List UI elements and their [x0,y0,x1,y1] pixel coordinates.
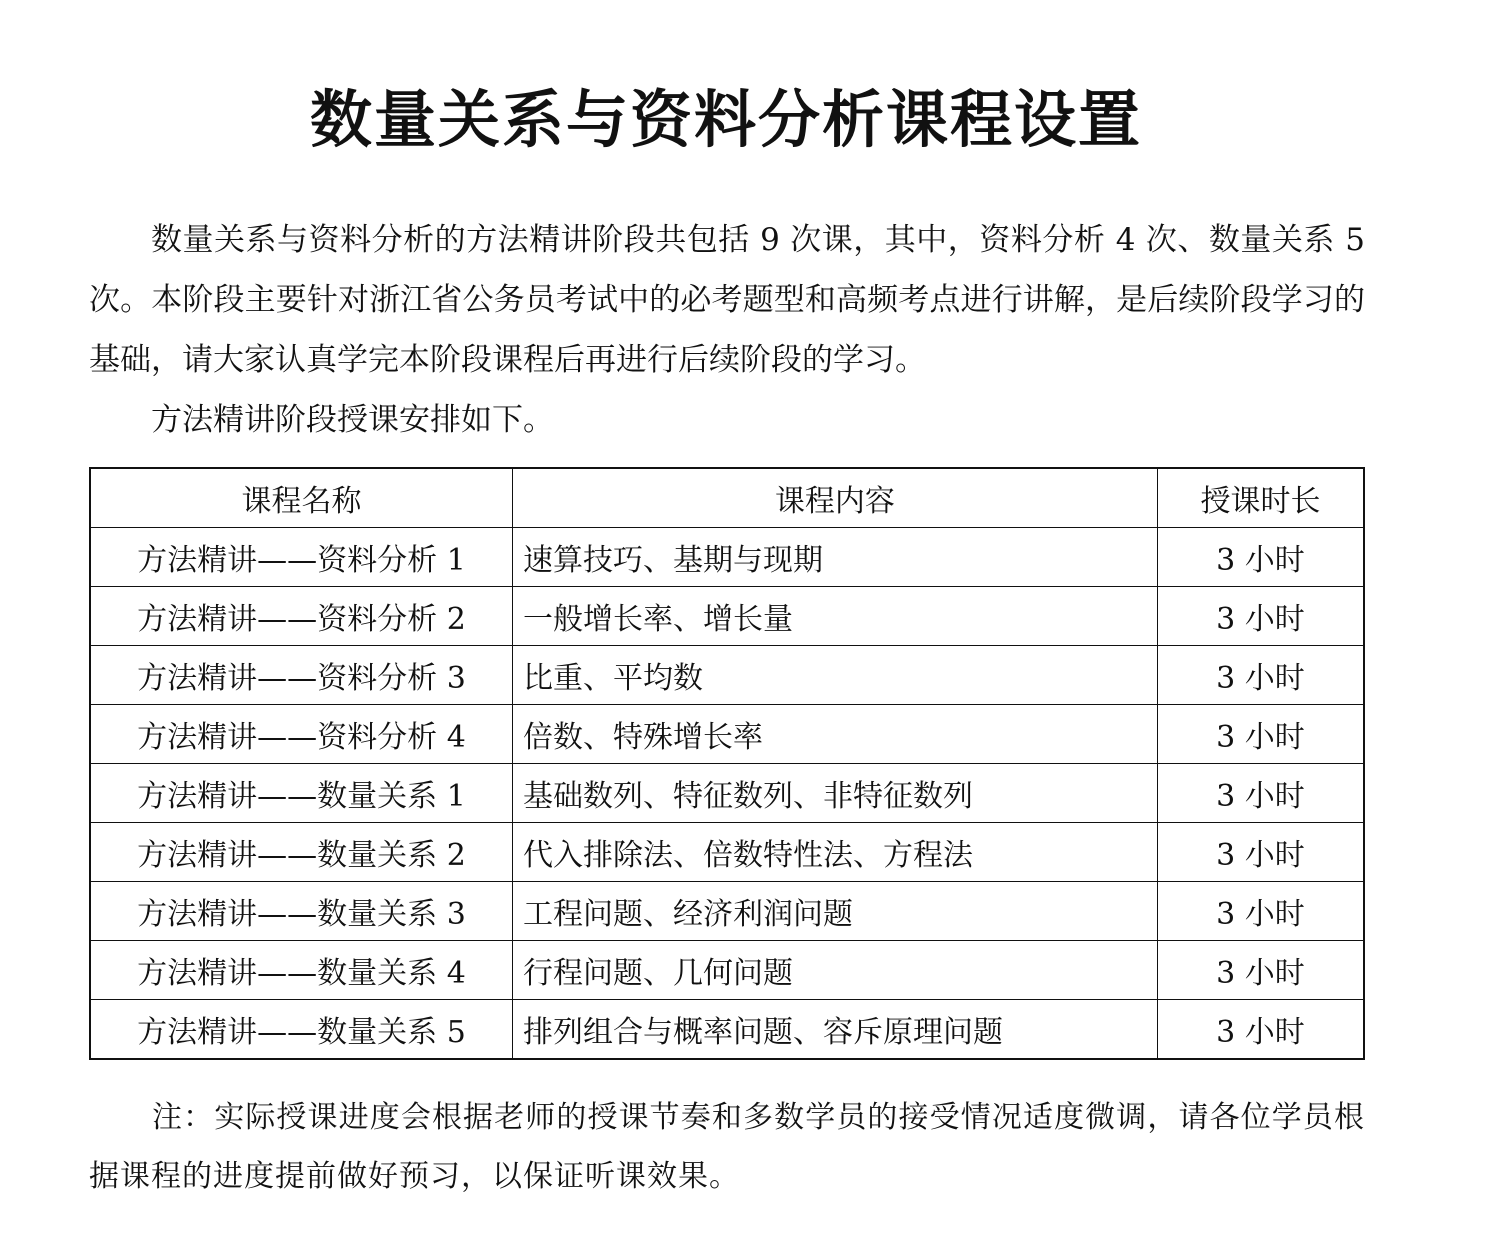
header-course-name: 课程名称 [90,468,512,528]
course-name-cell: 方法精讲——资料分析 1 [90,528,512,587]
course-name-cell: 方法精讲——数量关系 2 [90,823,512,882]
duration-cell: 3 小时 [1157,528,1364,587]
intro-paragraph: 数量关系与资料分析的方法精讲阶段共包括 9 次课，其中，资料分析 4 次、数量关系 5 次。本阶段主要针对浙江省公务员考试中的必考题型和高频考点进行讲解，是后续阶段学习的基础，请大家认真学完本阶段课程后再进行后续阶段的学习。 [89,222,1365,378]
duration-cell: 3 小时 [1157,1000,1364,1060]
duration-cell: 3 小时 [1157,823,1364,882]
table-row [90,764,1364,823]
intro-section [89,210,1365,450]
table-row [90,528,1364,587]
course-name-cell: 方法精讲——数量关系 1 [90,764,512,823]
course-content-cell: 代入排除法、倍数特性法、方程法 [512,823,1157,882]
course-name-cell: 方法精讲——数量关系 5 [90,1000,512,1060]
course-name-cell: 方法精讲——资料分析 3 [90,646,512,705]
course-name-cell: 方法精讲——资料分析 2 [90,587,512,646]
table-row [90,823,1364,882]
header-duration: 授课时长 [1157,468,1364,528]
course-content-cell: 排列组合与概率问题、容斥原理问题 [512,1000,1157,1060]
schedule-lead-in: 方法精讲阶段授课安排如下。 [151,402,554,438]
course-name-cell: 方法精讲——资料分析 4 [90,705,512,764]
course-schedule-table [89,467,1365,1060]
duration-cell: 3 小时 [1157,705,1364,764]
note-section [89,1088,1365,1206]
table-row [90,941,1364,1000]
duration-cell: 3 小时 [1157,941,1364,1000]
course-content-cell: 比重、平均数 [512,646,1157,705]
course-content-cell: 倍数、特殊增长率 [512,705,1157,764]
duration-cell: 3 小时 [1157,646,1364,705]
table-header-row [90,468,1364,528]
course-name-cell: 方法精讲——数量关系 4 [90,941,512,1000]
duration-cell: 3 小时 [1157,882,1364,941]
table-row [90,646,1364,705]
duration-cell: 3 小时 [1157,764,1364,823]
table-row [90,587,1364,646]
page-title: 数量关系与资料分析课程设置 [309,82,1142,156]
course-content-cell: 速算技巧、基期与现期 [512,528,1157,587]
duration-cell: 3 小时 [1157,587,1364,646]
course-content-cell: 行程问题、几何问题 [512,941,1157,1000]
table-row [90,882,1364,941]
course-content-cell: 工程问题、经济利润问题 [512,882,1157,941]
header-course-content: 课程内容 [512,468,1157,528]
course-name-cell: 方法精讲——数量关系 3 [90,882,512,941]
course-content-cell: 基础数列、特征数列、非特征数列 [512,764,1157,823]
table-row [90,1000,1364,1060]
note-text: 注：实际授课进度会根据老师的授课节奏和多数学员的接受情况适度微调，请各位学员根据课程的进度提前做好预习，以保证听课效果。 [89,1100,1365,1194]
course-content-cell: 一般增长率、增长量 [512,587,1157,646]
table-row [90,705,1364,764]
